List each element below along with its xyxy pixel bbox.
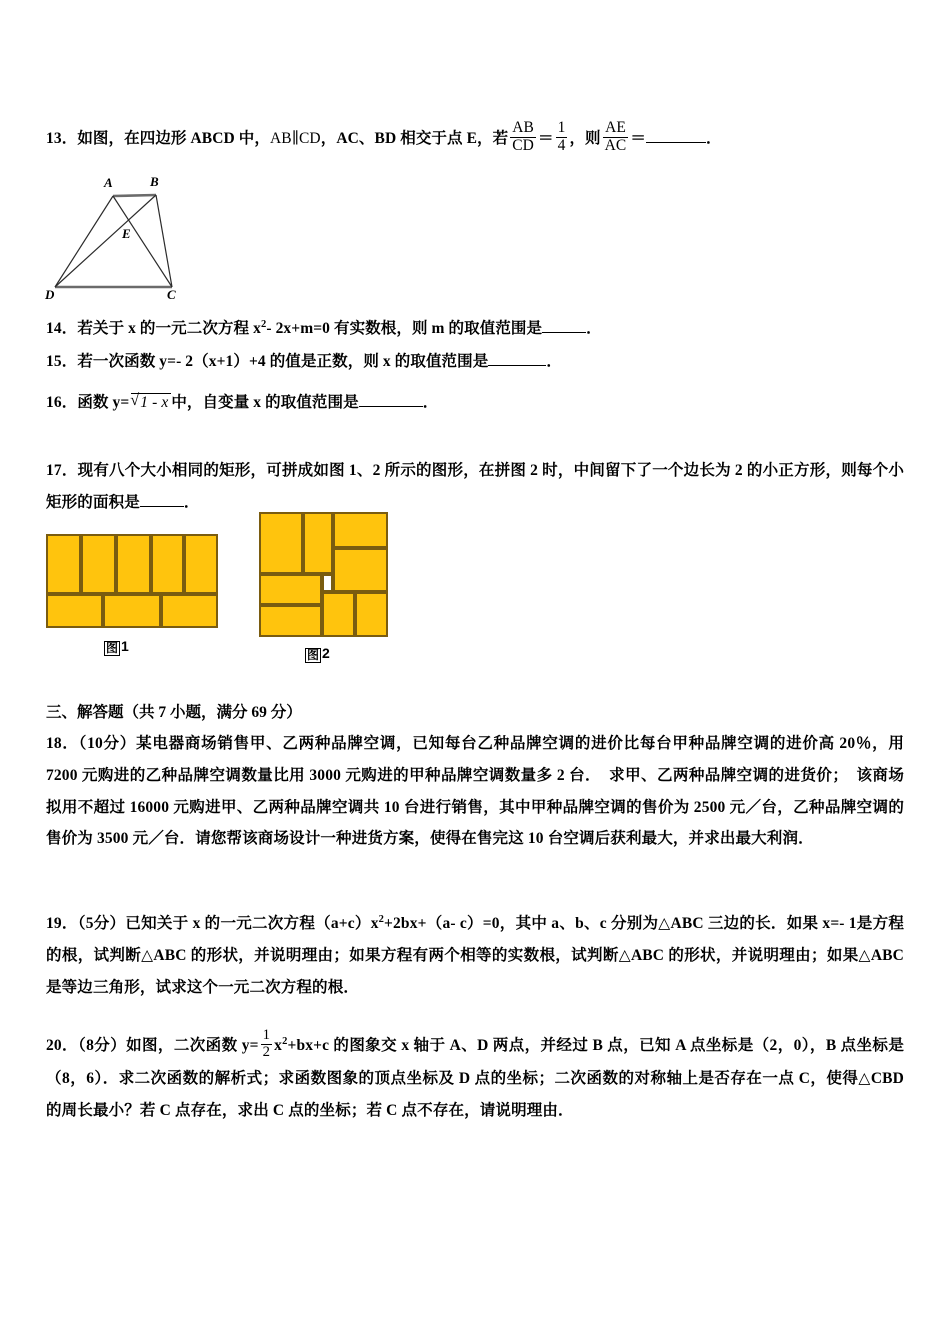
rectangle-tile <box>161 594 218 628</box>
q18-number: 18． <box>46 735 79 752</box>
q19-text-a: 已知关于 x 的一元二次方程（a+c）x <box>125 915 379 932</box>
fraction-one-fourth <box>556 120 568 154</box>
rectangle-tile <box>151 534 184 594</box>
figure-caption-box: 图 <box>307 648 320 662</box>
segment-ab <box>113 195 156 196</box>
question-15 <box>46 352 562 371</box>
q20-number: 20． <box>46 1037 78 1054</box>
q17-answer-blank[interactable] <box>140 506 184 507</box>
rectangle-tile <box>46 594 103 628</box>
q13-answer-blank[interactable] <box>646 142 706 143</box>
q16-number: 16． <box>46 394 78 411</box>
q16-answer-blank[interactable] <box>359 406 423 407</box>
q13-parallel-condition: AB∥CD <box>269 129 321 147</box>
rectangle-tile <box>81 534 116 594</box>
rectangle-tile <box>322 592 355 637</box>
segment-bc <box>156 195 172 287</box>
q13-text-d: ，则 <box>569 129 601 147</box>
question-17 <box>46 455 904 519</box>
q14-text-b: ‑ 2x+m=0 有实数根，则 m 的取值范围是 <box>266 320 543 338</box>
q15-period: ． <box>546 353 562 370</box>
vertex-label-c: C <box>167 287 176 302</box>
q14-number: 14． <box>46 320 78 338</box>
rectangle-tile <box>333 512 388 548</box>
rectangle-tile <box>46 534 81 594</box>
fraction-numerator: 1 <box>557 119 566 137</box>
q13-period: ． <box>705 129 722 147</box>
vertex-label-d: D <box>45 287 55 302</box>
q15-answer-blank[interactable] <box>488 365 546 366</box>
fraction-denominator: 2 <box>262 1044 271 1061</box>
q13-number: 13． <box>46 129 78 147</box>
center-square-hole <box>322 574 333 592</box>
question-14 <box>46 318 602 339</box>
q20-text-a: 如图，二次函数 y= <box>126 1037 259 1054</box>
q20-text-c: +bx+c 的图象交 x 轴于 A、D 两点，并经过 B 点，已知 A 点坐标是（2，0），B 点坐标是（8，6）．求二次函数的解析式；求函数图象的顶点坐标及 D 点的坐标；二次函数的对称轴上是否存在一点 C，使得△CBD 的周长最小？若 C 点存在，求出 C 点的坐标；若 C 点不存在，请说明理由． <box>46 1037 904 1119</box>
q13-text-a: 如图，在四边形 ABCD 中， <box>77 129 270 147</box>
section-heading: 三、解答题（共 7 小题，满分 69 分） <box>46 704 302 721</box>
q18-text: 某电器商场销售甲、乙两种品牌空调，已知每台乙种品牌空调的进价比每台甲种品牌空调的进价高 20％，用 7200 元购进的乙种品牌空调数量比用 3000 元购进的甲种品牌空调数量多 2 台． 求甲、乙两种品牌空调的进货价； 该商场拟用不超过 16000 元购进甲、乙两种品牌空调共 10 台进行销售，其中甲种品牌空调的售价为 2500 元／台，乙种品牌空调的售价为 3500 元／台．请您帮该商场设计一种进货方案，使得在售完这 10 台空调后获利最大，并求出最大利润． <box>46 735 904 848</box>
fraction-denominator: CD <box>512 136 534 154</box>
fraction-numerator: 1 <box>262 1027 271 1044</box>
square-root-expression: √ 1 - x <box>131 393 171 413</box>
fraction-one-half <box>261 1028 273 1061</box>
rectangle-tile <box>259 512 303 574</box>
q20-exponent: 2 <box>282 1035 288 1047</box>
q19-points: （5分） <box>77 915 126 932</box>
rectangle-tile <box>333 548 388 592</box>
question-19 <box>46 908 904 1003</box>
rectangle-tile <box>355 592 388 637</box>
rectangle-tile <box>303 512 333 574</box>
figure-caption-box: 图 <box>106 641 119 655</box>
q13-text-c: ，AC、BD 相交于点 E，若 <box>320 129 509 147</box>
q17-text: 现有八个大小相同的矩形，可拼成如图 1、2 所示的图形，在拼图 2 时，中间留下了一个边长为 2 的小正方形，则每个小矩形的面积是 <box>46 462 904 511</box>
rectangle-tile <box>184 534 218 594</box>
q18-points: （10分） <box>78 735 137 752</box>
q16-text-a: 函数 y= <box>77 394 130 411</box>
figure-2-caption <box>305 645 330 663</box>
figure-caption-number: 1 <box>121 638 129 654</box>
q13-equals-2: ＝ <box>630 129 646 147</box>
question-13 <box>46 119 722 156</box>
rectangle-tile <box>103 594 161 628</box>
figure-caption-number: 2 <box>322 645 330 661</box>
q19-text-b: +2bx+（a‑ c）=0，其中 a、b、c 分别为△ABC 三边的长．如果 x=‑ 1是方程的根，试判断△ABC 的形状，并说明理由；如果方程有两个相等的实数根，试判断△ABC 的形状，并说明理由；如果△ABC 是等边三角形，试求这个一元二次方程的根． <box>46 915 905 996</box>
q15-number: 15． <box>46 353 78 370</box>
fraction-numerator: AE <box>603 120 629 138</box>
question-16 <box>46 393 438 413</box>
tiling-figure-1 <box>46 534 218 628</box>
q16-period: ． <box>422 394 439 411</box>
q15-text: 若一次函数 y=‑ 2（x+1）+4 的值是正数，则 x 的取值范围是 <box>77 353 489 370</box>
q19-exponent: 2 <box>378 913 385 925</box>
fraction-denominator: AC <box>604 136 627 154</box>
question-20 <box>46 1027 904 1126</box>
rectangle-tile <box>259 574 322 605</box>
q14-period: ． <box>586 320 602 338</box>
rectangle-tile <box>259 605 322 637</box>
q20-text-b: x <box>274 1037 283 1054</box>
q13-equals-1: ＝ <box>537 129 554 147</box>
vertex-label-e: E <box>122 226 131 241</box>
tiling-figure-2 <box>259 512 388 637</box>
figure-1-caption <box>104 638 129 656</box>
q17-period: ． <box>183 493 200 511</box>
q14-exponent: 2 <box>260 319 267 330</box>
q16-text-b: 中，自变量 x 的取值范围是 <box>171 394 359 411</box>
fraction-ae-ac <box>603 120 629 154</box>
vertex-label-a: A <box>104 175 113 190</box>
q14-answer-blank[interactable] <box>542 332 586 333</box>
fraction-denominator: 4 <box>557 136 566 154</box>
fraction-ab-cd <box>510 120 536 154</box>
q14-text-a: 若关于 x 的一元二次方程 x <box>77 320 261 338</box>
rectangle-tile <box>116 534 151 594</box>
fraction-numerator: AB <box>512 119 534 137</box>
q19-number: 19． <box>46 915 78 932</box>
q20-points: （8分） <box>77 1037 127 1054</box>
question-18 <box>46 728 904 855</box>
q17-number: 17． <box>46 462 78 479</box>
trapezoid-abcd-figure <box>30 165 230 305</box>
vertex-label-b: B <box>150 174 159 189</box>
